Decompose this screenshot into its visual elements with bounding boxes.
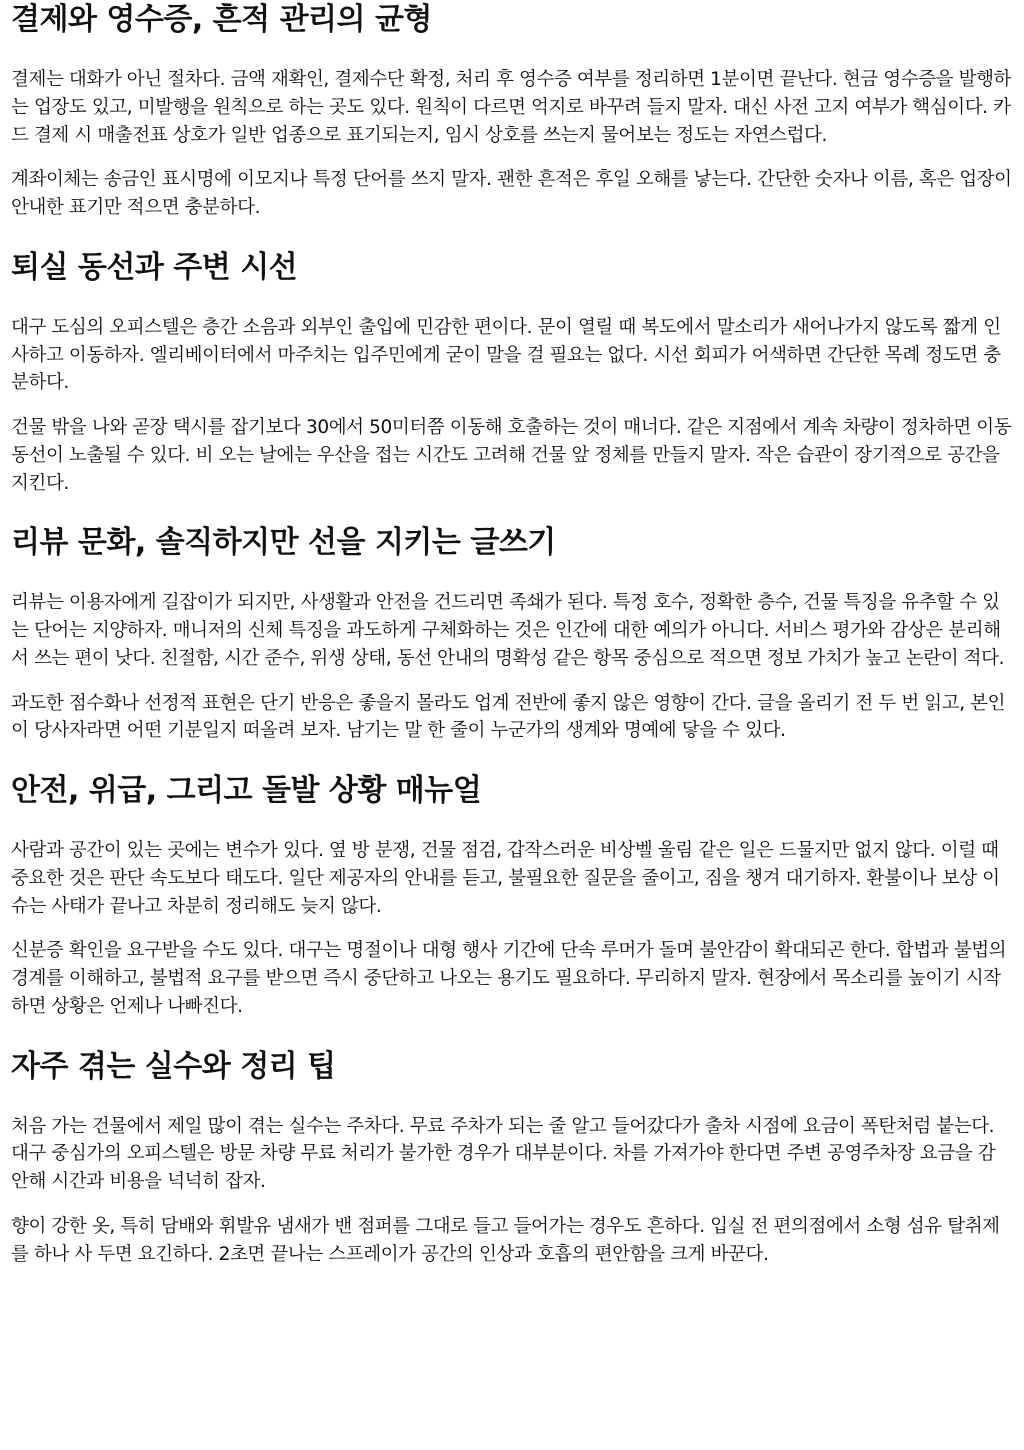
paragraph: 신분증 확인을 요구받을 수도 있다. 대구는 명절이나 대형 행사 기간에 단속 루머가 돌며 불안감이 확대되곤 한다. 합법과 불법의 경계를 이해하고, 불법적 요구를 받으면 즉시 중단하고 나오는 용기도 필요하다. 무리하지 말자. 현장에서 목소리를 높이기 시작하면 상황은 언제나 나빠진다.: [11, 940, 1007, 1017]
section-heading: 안전, 위급, 그리고 돌발 상황 매뉴얼: [11, 773, 482, 808]
paragraph: 결제는 대화가 아닌 절차다. 금액 재확인, 결제수단 확정, 처리 후 영수증 여부를 정리하면 1분이면 끝난다. 현금 영수증을 발행하는 업장도 있고, 미발행을 원칙으로 하는 곳도 있다. 원칙이 다르면 억지로 바꾸려 들지 말자. 대신 사전 고지 여부가 핵심이다. 카드 결제 시 매출전표 상호가 일반 업종으로 표기되는지, 임시 상호를 쓰는지 물어보는 정도는 자연스럽다.: [11, 69, 1012, 146]
section-heading: 자주 겪는 실수와 정리 팁: [11, 1048, 336, 1084]
paragraph: 건물 밖을 나와 곧장 택시를 잡기보다 30에서 50미터쯤 이동해 호출하는 것이 매너다. 같은 지점에서 계속 차량이 정차하면 이동 동선이 노출될 수 있다. 비 오는 날에는 우산을 접는 시간도 고려해 건물 앞 정체를 만들지 말자. 작은 습관이 장기적으로 공간을 지킨다.: [11, 417, 1012, 494]
section-safety-manual: [11, 773, 1012, 1021]
paragraph: 향이 강한 옷, 특히 담배와 휘발유 냄새가 밴 점퍼를 그대로 들고 들어가는 경우도 흔하다. 입실 전 편의점에서 소형 섬유 탈취제를 하나 사 두면 요긴하다. 2초면 끝나는 스프레이가 공간의 인상과 호흡의 편안함을 크게 바꾼다.: [11, 1215, 1000, 1265]
section-heading: 결제와 영수증, 흔적 관리의 균형: [11, 2, 432, 37]
section-checkout-route: [11, 250, 1012, 498]
section-heading: 리뷰 문화, 솔직하지만 선을 지키는 글쓰기: [11, 525, 556, 561]
section-common-mistakes: [11, 1049, 1012, 1269]
paragraph: 리뷰는 이용자에게 길잡이가 되지만, 사생활과 안전을 건드리면 족쇄가 된다. 특정 호수, 정확한 층수, 건물 특징을 유추할 수 있는 단어는 지양하자. 매니저의 신체 특징을 과도하게 구체화하는 것은 인간에 대한 예의가 아니다. 서비스 평가와 감상은 분리해서 쓰는 편이 낫다. 친절함, 시간 준수, 위생 상태, 동선 안내의 명확성 같은 항목 중심으로 적으면 정보 가치가 높고 논란이 적다.: [11, 592, 1005, 669]
article: [0, 2, 1024, 1268]
section-review-culture: [11, 525, 1012, 745]
paragraph: 대구 도심의 오피스텔은 층간 소음과 외부인 출입에 민감한 편이다. 문이 열릴 때 복도에서 말소리가 새어나가지 않도록 짧게 인사하고 이동하자. 엘리베이터에서 마주치는 입주민에게 굳이 말을 걸 필요는 없다. 시선 회피가 어색하면 간단한 목례 정도면 충분하다.: [11, 316, 1001, 394]
paragraph: 사람과 공간이 있는 곳에는 변수가 있다. 옆 방 분쟁, 건물 점검, 갑작스러운 비상벨 울림 같은 일은 드물지만 없지 않다. 이럴 때 중요한 것은 판단 속도보다 태도다. 일단 제공자의 안내를 듣고, 불필요한 질문을 줄이고, 짐을 챙겨 대기하자. 환불이나 보상 이슈는 사태가 끝나고 차분히 정리해도 늦지 않다.: [11, 840, 1000, 917]
paragraph: 계좌이체는 송금인 표시명에 이모지나 특정 단어를 쓰지 말자. 괜한 흔적은 후일 오해를 낳는다. 간단한 숫자나 이름, 혹은 업장이 안내한 표기만 적으면 충분하다.: [11, 169, 1012, 218]
section-heading: 퇴실 동선과 주변 시선: [11, 249, 298, 285]
paragraph: 과도한 점수화나 선정적 표현은 단기 반응은 좋을지 몰라도 업계 전반에 좋지 않은 영향이 간다. 글을 올리기 전 두 번 읽고, 본인이 당사자라면 어떤 기분일지 떠올려 보자. 남기는 말 한 줄이 누군가의 생계와 명예에 닿을 수 있다.: [11, 692, 1006, 742]
paragraph: 처음 가는 건물에서 제일 많이 겪는 실수는 주차다. 무료 주차가 되는 줄 알고 들어갔다가 출차 시점에 요금이 폭탄처럼 붙는다. 대구 중심가의 오피스텔은 방문 차량 무료 처리가 불가한 경우가 대부분이다. 차를 가져가야 한다면 주변 공영주차장 요금을 감안해 시간과 비용을 넉넉히 잡자.: [11, 1115, 996, 1192]
section-payment-receipts: [11, 2, 1012, 222]
